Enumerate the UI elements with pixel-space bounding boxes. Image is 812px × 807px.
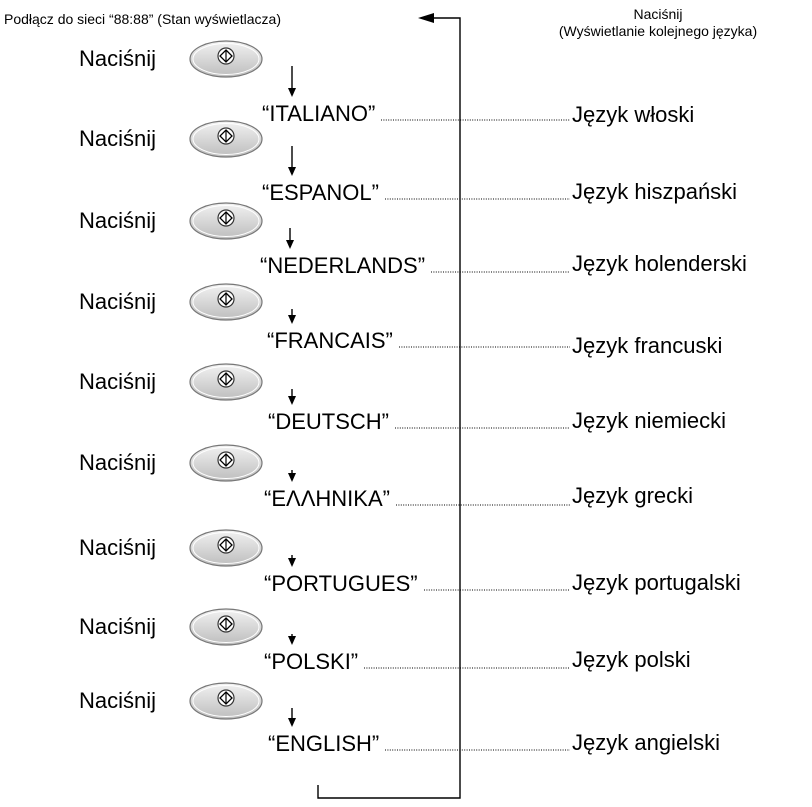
loop-back-connector — [318, 13, 460, 798]
display-text: “ENGLISH” — [268, 731, 380, 756]
down-arrow-icon — [288, 66, 296, 97]
press-label: Naciśnij — [79, 688, 157, 713]
language-label: Język francuski — [572, 333, 723, 358]
press-label: Naciśnij — [79, 289, 157, 314]
press-note-line1: Naciśnij — [633, 6, 683, 22]
start-button — [188, 119, 264, 159]
language-label: Język włoski — [572, 102, 695, 127]
display-text: “ITALIANO” — [262, 101, 376, 126]
start-diamond-icon — [188, 528, 264, 568]
display-text: “NEDERLANDS” — [260, 253, 426, 278]
start-diamond-icon — [188, 201, 264, 241]
press-label: Naciśnij — [79, 450, 157, 475]
start-diamond-icon — [188, 362, 264, 402]
down-arrow-icon — [286, 228, 294, 249]
down-arrow-icon — [288, 309, 296, 324]
start-button — [188, 282, 264, 322]
press-note-line2: (Wyświetlanie kolejnego języka) — [558, 23, 758, 39]
start-button — [188, 607, 264, 647]
start-button — [188, 39, 264, 79]
down-arrow-icon — [288, 634, 296, 645]
start-diamond-icon — [188, 119, 264, 159]
press-label: Naciśnij — [79, 126, 157, 151]
start-diamond-icon — [188, 282, 264, 322]
down-arrow-icon — [288, 146, 296, 176]
language-label: Język holenderski — [572, 251, 747, 276]
press-label: Naciśnij — [79, 535, 157, 560]
press-label: Naciśnij — [79, 208, 157, 233]
language-label: Język portugalski — [572, 570, 741, 595]
display-text: “FRANCAIS” — [267, 328, 393, 353]
start-button — [188, 443, 264, 483]
language-label: Język angielski — [572, 730, 720, 755]
start-diamond-icon — [188, 681, 264, 721]
language-label: Język polski — [572, 647, 691, 672]
press-label: Naciśnij — [79, 46, 157, 71]
down-arrow-icon — [288, 389, 296, 405]
display-text: “ESPANOL” — [262, 180, 379, 205]
start-diamond-icon — [188, 39, 264, 79]
display-text: “PORTUGUES” — [264, 571, 418, 596]
down-arrow-icon — [288, 708, 296, 727]
start-button — [188, 201, 264, 241]
down-arrow-icon — [288, 555, 296, 567]
display-text: “POLSKI” — [264, 649, 359, 674]
language-label: Język niemiecki — [572, 408, 727, 433]
start-button — [188, 681, 264, 721]
start-button — [188, 362, 264, 402]
press-label: Naciśnij — [79, 369, 157, 394]
language-label: Język hiszpański — [572, 179, 738, 204]
press-label: Naciśnij — [79, 614, 157, 639]
start-diamond-icon — [188, 607, 264, 647]
down-arrow-icon — [288, 470, 296, 482]
start-diamond-icon — [188, 443, 264, 483]
display-text: “DEUTSCH” — [268, 409, 389, 434]
start-button — [188, 528, 264, 568]
start-label: Podłącz do sieci “88:88” (Stan wyświetlacza) — [4, 11, 282, 27]
language-label: Język grecki — [572, 483, 694, 508]
display-text: “ΕΛΛΗΝΙΚΑ” — [264, 486, 390, 511]
